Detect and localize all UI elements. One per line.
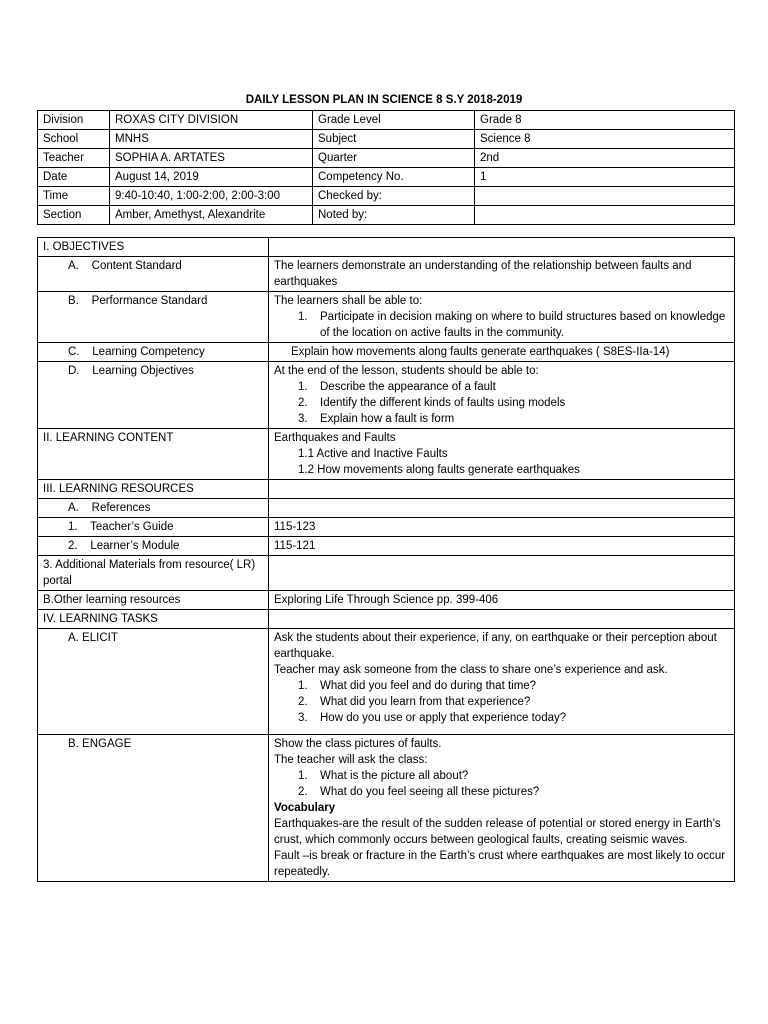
other-resources-text: Exploring Life Through Science pp. 399-406 <box>269 591 735 610</box>
field-label: Quarter <box>313 149 475 168</box>
list-item-text: How do you use or apply that experience today? <box>320 712 567 724</box>
table-row <box>38 292 735 343</box>
field-label: Checked by: <box>313 187 475 206</box>
table-row <box>38 518 735 537</box>
engage-paragraph: The teacher will ask the class: <box>274 754 428 766</box>
engage-paragraph: Show the class pictures of faults. <box>274 738 442 750</box>
list-item-text: What is the picture all about? <box>320 770 469 782</box>
field-value: 9:40-10:40, 1:00-2:00, 2:00-3:00 <box>110 187 313 206</box>
performance-standard-cell <box>269 292 735 343</box>
teachers-guide-label: 1. Teacher’s Guide <box>38 518 269 537</box>
header-row <box>38 168 735 187</box>
field-label: Date <box>38 168 110 187</box>
additional-materials-label: 3. Additional Materials from resource( LR) portal <box>38 556 269 591</box>
elicit-paragraph: Ask the students about their experience, if any, on earthquake or their perception about earthquake. <box>274 632 717 660</box>
learning-content-item: 1.1 Active and Inactive Faults <box>298 448 448 460</box>
table-row <box>38 735 735 882</box>
table-row <box>38 629 735 735</box>
list-item <box>274 694 729 710</box>
table-row <box>38 610 735 629</box>
engage-list <box>274 768 729 800</box>
list-item-text: Explain how a fault is form <box>320 413 455 425</box>
field-label: Section <box>38 206 110 225</box>
list-item <box>274 309 729 341</box>
learning-objectives-list <box>274 379 729 427</box>
list-item <box>274 768 729 784</box>
field-value <box>475 187 735 206</box>
table-row <box>38 591 735 610</box>
content-standard-label: A. Content Standard <box>38 257 269 292</box>
learning-objectives-label: D. Learning Objectives <box>38 362 269 429</box>
list-number: 1. <box>298 311 308 323</box>
table-row <box>38 257 735 292</box>
list-item-text: What did you feel and do during that time? <box>320 680 537 692</box>
list-number: 1. <box>298 381 308 393</box>
content-standard-text: The learners demonstrate an understanding of the relationship between faults and earthquakes <box>269 257 735 292</box>
engage-label: B. ENGAGE <box>38 735 269 882</box>
field-value: 2nd <box>475 149 735 168</box>
vocabulary-heading: Vocabulary <box>274 802 336 814</box>
page-title: DAILY LESSON PLAN IN SCIENCE 8 S.Y 2018-2019 <box>245 94 523 106</box>
header-info-table <box>37 110 735 225</box>
list-number: 2. <box>298 696 308 708</box>
engage-cell <box>269 735 735 882</box>
table-row <box>38 238 735 257</box>
empty-cell <box>269 499 735 518</box>
field-label: Division <box>38 111 110 130</box>
list-number: 1. <box>298 770 308 782</box>
learners-module-label: 2. Learner’s Module <box>38 537 269 556</box>
other-resources-label: B.Other learning resources <box>38 591 269 610</box>
list-item <box>274 678 729 694</box>
learning-competency-text: Explain how movements along faults generate earthquakes ( S8ES-IIa-14) <box>269 343 735 362</box>
elicit-cell <box>269 629 735 735</box>
performance-standard-label: B. Performance Standard <box>38 292 269 343</box>
header-row <box>38 130 735 149</box>
list-item <box>274 379 729 395</box>
field-label: School <box>38 130 110 149</box>
header-row <box>38 187 735 206</box>
teachers-guide-pages: 115-123 <box>269 518 735 537</box>
vocabulary-earthquakes: Earthquakes-are the result of the sudden release of potential or stored energy in Earth’s crust, which commonly occurs between geological faults, creating seismic waves. <box>274 818 721 846</box>
list-item-text: Describe the appearance of a fault <box>320 381 496 393</box>
field-label: Grade Level <box>313 111 475 130</box>
table-row <box>38 499 735 518</box>
performance-list <box>274 309 729 341</box>
empty-cell <box>269 238 735 257</box>
elicit-list <box>274 678 729 726</box>
table-row <box>38 537 735 556</box>
lesson-plan-table <box>37 237 735 882</box>
list-item <box>274 395 729 411</box>
elicit-label: A. ELICIT <box>38 629 269 735</box>
table-row <box>38 480 735 499</box>
learners-module-pages: 115-121 <box>269 537 735 556</box>
learning-objectives-cell <box>269 362 735 429</box>
list-item <box>274 411 729 427</box>
empty-cell <box>269 610 735 629</box>
field-value: Grade 8 <box>475 111 735 130</box>
field-value: 1 <box>475 168 735 187</box>
section-label-tasks: IV. LEARNING TASKS <box>38 610 269 629</box>
field-label: Subject <box>313 130 475 149</box>
section-label-resources: III. LEARNING RESOURCES <box>38 480 269 499</box>
field-value: Amber, Amethyst, Alexandrite <box>110 206 313 225</box>
header-row <box>38 111 735 130</box>
vocabulary-fault: Fault –is break or fracture in the Earth’s crust where earthquakes are most likely to occur repeatedly. <box>274 850 726 878</box>
performance-intro: The learners shall be able to: <box>274 295 423 307</box>
list-number: 2. <box>298 786 308 798</box>
table-row <box>38 362 735 429</box>
header-row <box>38 206 735 225</box>
list-item-text: Identify the different kinds of faults using models <box>320 397 566 409</box>
empty-cell <box>269 480 735 499</box>
field-label: Noted by: <box>313 206 475 225</box>
list-item <box>274 784 729 800</box>
list-number: 3. <box>298 413 308 425</box>
section-label-objectives: I. OBJECTIVES <box>38 238 269 257</box>
field-value: SOPHIA A. ARTATES <box>110 149 313 168</box>
header-row <box>38 149 735 168</box>
field-value: ROXAS CITY DIVISION <box>110 111 313 130</box>
list-item-text: Participate in decision making on where to build structures based on knowledge of the location on active faults in the community. <box>320 311 726 339</box>
field-label: Time <box>38 187 110 206</box>
empty-cell <box>269 556 735 591</box>
table-row <box>38 556 735 591</box>
table-row <box>38 343 735 362</box>
learning-content-cell <box>269 429 735 480</box>
field-label: Competency No. <box>313 168 475 187</box>
field-value: MNHS <box>110 130 313 149</box>
elicit-paragraph: Teacher may ask someone from the class to share one’s experience and ask. <box>274 664 668 676</box>
list-item <box>274 710 729 726</box>
field-label: Teacher <box>38 149 110 168</box>
list-number: 1. <box>298 680 308 692</box>
learning-objectives-intro: At the end of the lesson, students should be able to: <box>274 365 539 377</box>
list-item-text: What do you feel seeing all these pictures? <box>320 786 540 798</box>
field-value: Science 8 <box>475 130 735 149</box>
learning-content-item: 1.2 How movements along faults generate earthquakes <box>298 464 580 476</box>
table-row <box>38 429 735 480</box>
field-value <box>475 206 735 225</box>
list-item-text: What did you learn from that experience? <box>320 696 531 708</box>
references-label: A. References <box>38 499 269 518</box>
list-number: 2. <box>298 397 308 409</box>
list-number: 3. <box>298 712 308 724</box>
learning-competency-label: C. Learning Competency <box>38 343 269 362</box>
field-value: August 14, 2019 <box>110 168 313 187</box>
section-label-content: II. LEARNING CONTENT <box>38 429 269 480</box>
learning-content-title: Earthquakes and Faults <box>274 432 396 444</box>
